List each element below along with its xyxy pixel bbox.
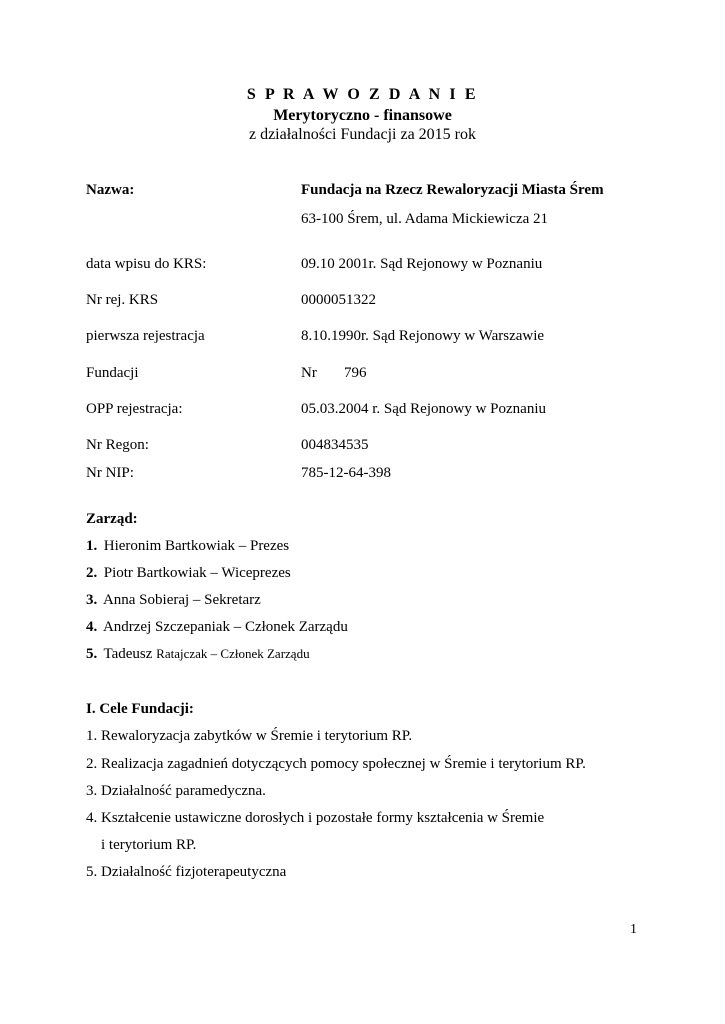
krs-date-label: data wpisu do KRS: [86, 256, 207, 272]
foundation-number-value: 796 [344, 365, 367, 381]
nip-label: Nr NIP: [86, 465, 134, 481]
goal-item: 4. Kształcenie ustawiczne dorosłych i pozostałe formy kształcenia w Śremie [86, 810, 545, 826]
goal-item: 5. Działalność fizjoterapeutyczna [86, 864, 287, 880]
document-subtitle-period: z działalności Fundacji za 2015 rok [248, 126, 477, 143]
goal-item: 1. Rewaloryzacja zabytków w Śremie i terytorium RP. [86, 728, 413, 744]
first-registration-label: pierwsza rejestracja [86, 328, 205, 344]
board-heading: Zarząd: [86, 511, 138, 527]
document-title: S P R A W O Z D A N I E [246, 86, 479, 103]
board-member-text: Hieronim Bartkowiak – Prezes [103, 538, 290, 554]
address-value: 63-100 Śrem, ul. Adama Mickiewicza 21 [301, 211, 549, 227]
board-member-text: Andrzej Szczepaniak – Członek Zarządu [102, 619, 348, 635]
list-number: 4. [86, 619, 98, 635]
list-number: 5. [86, 646, 98, 662]
board-member [86, 646, 310, 663]
goal-item: 3. Działalność paramedyczna. [86, 783, 266, 799]
krs-number-label: Nr rej. KRS [86, 292, 159, 308]
board-member-text-small: Ratajczak – Członek Zarządu [156, 646, 310, 661]
foundation-number-prefix: Nr [301, 365, 317, 381]
board-member [86, 538, 289, 555]
foundation-number-label: Fundacji [86, 365, 139, 381]
opp-registration-label: OPP rejestracja: [86, 401, 183, 417]
regon-label: Nr Regon: [86, 437, 149, 453]
nip-value: 785-12-64-398 [301, 465, 391, 481]
krs-date-value: 09.10 2001r. Sąd Rejonowy w Poznaniu [301, 256, 543, 272]
goals-heading: I. Cele Fundacji: [86, 701, 194, 717]
list-number: 1. [86, 538, 98, 554]
board-member [86, 565, 291, 582]
board-member-text: Piotr Bartkowiak – Wiceprezes [103, 565, 291, 581]
list-number: 3. [86, 592, 98, 608]
board-member [86, 592, 261, 609]
krs-number-value: 0000051322 [301, 292, 376, 308]
opp-registration-value: 05.03.2004 r. Sąd Rejonowy w Poznaniu [301, 401, 546, 417]
board-member [86, 619, 348, 636]
page-number: 1 [630, 922, 637, 937]
document-subtitle: Merytoryczno - finansowe [273, 107, 452, 124]
board-member-text: Anna Sobieraj – Sekretarz [102, 592, 261, 608]
goal-item-continuation: i terytorium RP. [101, 837, 197, 853]
board-member-text: Tadeusz [103, 646, 153, 662]
list-number: 2. [86, 565, 98, 581]
name-value: Fundacja na Rzecz Rewaloryzacji Miasta Śrem [301, 182, 604, 198]
first-registration-value: 8.10.1990r. Sąd Rejonowy w Warszawie [301, 328, 545, 344]
regon-value: 004834535 [301, 437, 369, 453]
name-label: Nazwa: [86, 182, 135, 198]
goal-item: 2. Realizacja zagadnień dotyczących pomocy społecznej w Śremie i terytorium RP. [86, 756, 586, 772]
